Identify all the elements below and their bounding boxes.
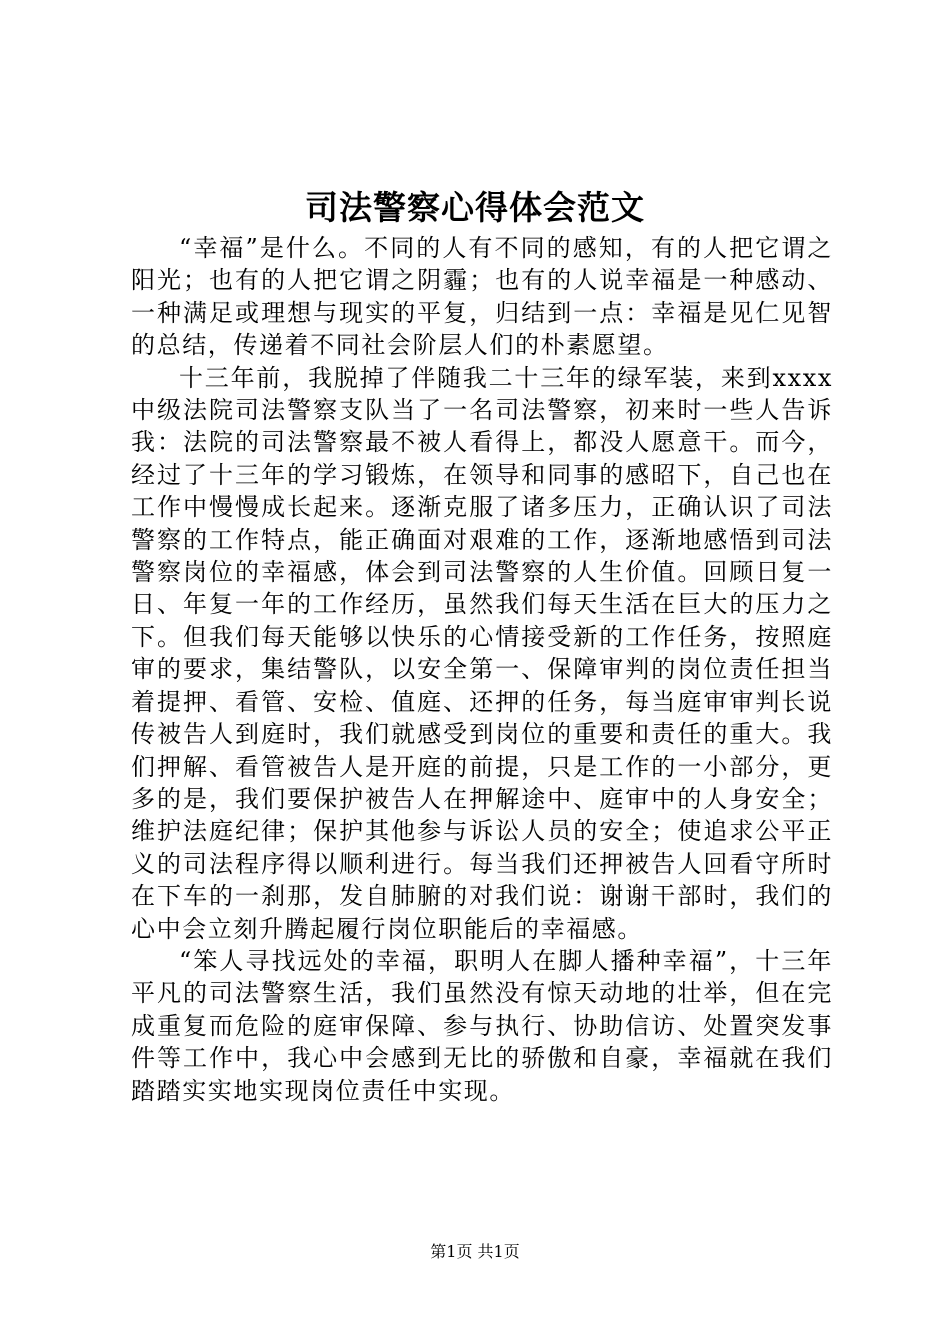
paragraph-1: “幸福”是什么。不同的人有不同的感知，有的人把它谓之阳光；也有的人把它谓之阴霾；也有的人说幸福是一种感动、一种满足或理想与现实的平复，归结到一点：幸福是见仁见智的总结，传递着不同社会阶层人们的朴素愿望。 <box>131 234 833 360</box>
document-body <box>131 232 833 1107</box>
paragraph-3: “笨人寻找远处的幸福，职明人在脚人播种幸福”，十三年平凡的司法警察生活，我们虽然没有惊天动地的壮举，但在完成重复而危险的庭审保障、参与执行、协助信访、处置突发事件等工作中，我心中会感到无比的骄傲和自豪，幸福就在我们踏踏实实地实现岗位责任中实现。 <box>131 946 833 1105</box>
document-title: 司法警察心得体会范文 <box>305 188 645 227</box>
paragraph-2: 十三年前，我脱掉了伴随我二十三年的绿军装，来到xxxx中级法院司法警察支队当了一名司法警察，初来时一些人告诉我：法院的司法警察最不被人看得上，都没人愿意干。而今，经过了十三年的学习锻炼，在领导和同事的感昭下，自己也在工作中慢慢成长起来。逐渐克服了诸多压力，正确认识了司法警察的工作特点，能正确面对艰难的工作，逐渐地感悟到司法警察岗位的幸福感，体会到司法警察的人生价值。回顾日复一日、年复一年的工作经历，虽然我们每天生活在巨大的压力之下。但我们每天能够以快乐的心情接受新的工作任务，按照庭审的要求，集结警队，以安全第一、保障审判的岗位责任担当着提押、看管、安检、值庭、还押的任务，每当庭审审判长说传被告人到庭时，我们就感受到岗位的重要和责任的重大。我们押解、看管被告人是开庭的前提，只是工作的一小部分，更多的是，我们要保护被告人在押解途中、庭审中的人身安全；维护法庭纪律；保护其他参与诉讼人员的安全；使追求公平正义的司法程序得以顺利进行。每当我们还押被告人回看守所时在下车的一刹那，发自肺腑的对我们说：谢谢干部时，我们的心中会立刻升腾起履行岗位职能后的幸福感。 <box>131 363 833 943</box>
page-footer: 第1页 共1页 <box>430 1242 520 1261</box>
